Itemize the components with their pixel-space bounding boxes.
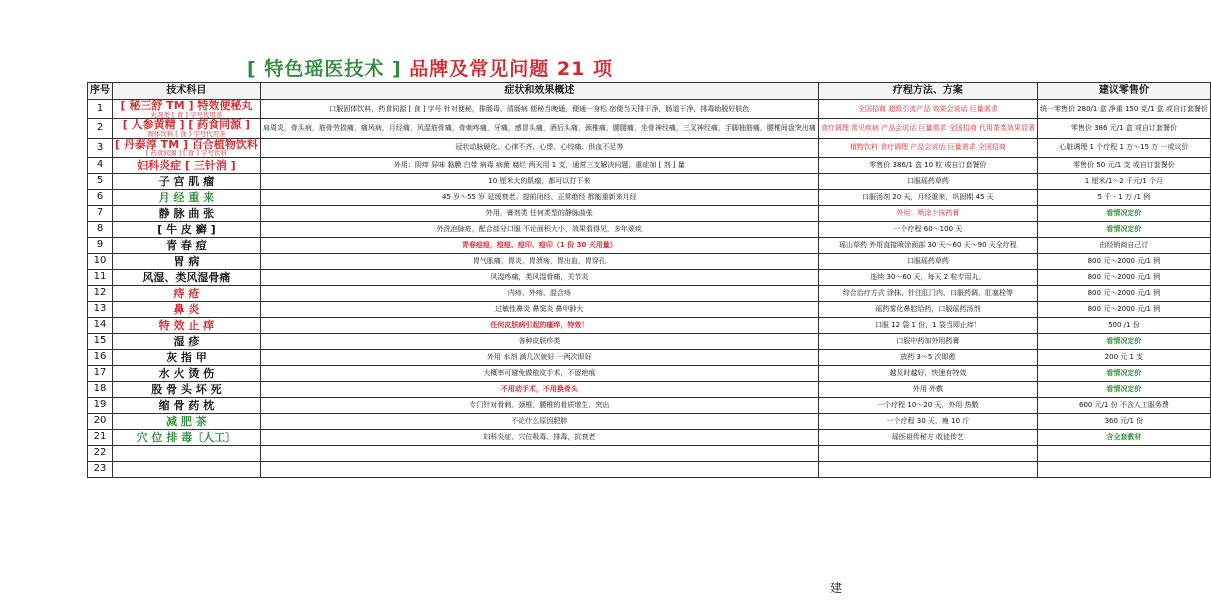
row-item — [113, 430, 261, 446]
row-number-text: 20 — [93, 415, 107, 427]
row-description-text: 不用动手术，不用换骨头 — [500, 384, 578, 393]
row-item — [113, 206, 261, 222]
row-number-text: 8 — [96, 223, 104, 235]
row-number — [88, 238, 113, 254]
row-item-text: 青 春 痘 — [166, 238, 207, 252]
row-description — [260, 334, 818, 350]
row-plan — [818, 286, 1037, 302]
row-plan-text: 口服瑶药草药 — [906, 176, 949, 185]
row-plan — [818, 174, 1037, 190]
header-price: 建议零售价 — [1037, 83, 1210, 100]
row-plan-text: 口服瑶药草药 — [906, 256, 949, 265]
row-plan-text: 口服汤剂 20 天，月经重来，巩固期 45 天 — [862, 192, 994, 201]
row-number — [88, 158, 113, 174]
row-number — [88, 138, 113, 157]
row-plan-text: 外用 外敷 — [912, 384, 943, 393]
row-description-text: 口服固体饮料，药食同源 [ 食 ] 字号 针对便秘，排肠毒，清肠病 便秘当晚通，便通一身松 宿便当天排干净，肠道干净，排毒助脱好肤色 — [329, 104, 750, 113]
row-number — [88, 366, 113, 382]
row-price-text: 200 元 1 支 — [1104, 352, 1144, 361]
row-number — [88, 446, 113, 462]
row-item — [113, 414, 261, 430]
row-price-text: 统一零售价 280/1 盒 净重 150 克/1 盒 或自订套餐价 — [1039, 104, 1208, 113]
row-price — [1037, 286, 1210, 302]
row-price — [1037, 174, 1210, 190]
row-item-text: 风湿、类风湿骨痛 — [142, 270, 231, 284]
row-price-text: 零售价 386 元/1 盒 或自订套餐价 — [1070, 123, 1177, 132]
row-item — [113, 100, 261, 119]
row-number-text: 15 — [93, 335, 107, 347]
row-plan-text: 瑶山草药 外用直接喷涂面部 30 天～60 天～90 天全疗程 — [838, 240, 1017, 249]
row-plan — [818, 318, 1037, 334]
row-plan — [818, 138, 1037, 157]
row-number — [88, 222, 113, 238]
row-number-text: 4 — [96, 159, 104, 171]
row-item-text: 湿 疹 — [173, 334, 200, 348]
row-description-text: 不论什么原因肥胖 — [511, 416, 568, 425]
row-plan — [818, 190, 1037, 206]
row-number — [88, 254, 113, 270]
corner-text: 建 — [829, 581, 842, 595]
row-description — [260, 446, 818, 462]
row-plan-text: 植物饮料 食疗调理 产品会说话 巨量需求 全国招商 — [849, 143, 1006, 152]
row-plan-text: 一个疗程 30 天，瘦 10 斤 — [886, 416, 970, 425]
table-row — [88, 254, 1211, 270]
row-description — [260, 398, 818, 414]
row-price-text: 心脏调理 1 个疗程 1 万～15 万 一或议价 — [1059, 143, 1189, 152]
row-plan — [818, 414, 1037, 430]
row-item-text: 胃 病 — [173, 254, 200, 268]
row-price — [1037, 398, 1210, 414]
row-number-text: 10 — [93, 255, 107, 267]
row-description — [260, 100, 818, 119]
row-description — [260, 119, 818, 138]
row-item-text: [ 秘三舒 TM ] 特效便秘丸 — [120, 99, 253, 112]
row-description — [260, 190, 818, 206]
row-item-text: 灰 指 甲 — [166, 350, 207, 364]
row-price-text: 600 元/1 份 不含人工服务费 — [1078, 400, 1169, 409]
row-item-text: 静 脉 曲 张 — [158, 206, 215, 220]
row-description-text: 外用，膏剂类 任何类型的静脉曲张 — [485, 208, 593, 217]
row-price — [1037, 366, 1210, 382]
table-row — [88, 100, 1211, 119]
row-description-text: 大概率可避免做植皮手术，不留疤痕 — [483, 368, 596, 377]
row-plan — [818, 350, 1037, 366]
row-item — [113, 158, 261, 174]
row-price — [1037, 382, 1210, 398]
table-row — [88, 446, 1211, 462]
row-item-text: 月 经 重 来 — [158, 190, 215, 204]
row-price-text: 零售价 50 元/1 支 或自订套餐价 — [1073, 160, 1175, 169]
row-item-text: 穴 位 排 毒〔人工〕 — [136, 430, 237, 444]
row-description-text: 45 岁～55 岁 延缓衰老、提前闭经、正常绝经 都能重新来月经 — [441, 192, 637, 201]
row-description — [260, 382, 818, 398]
row-plan-text: 一个疗程 60～100 天 — [893, 224, 963, 233]
row-price — [1037, 270, 1210, 286]
row-price-text: 1 厘米/1～2 千元/1 个月 — [1084, 176, 1164, 185]
title-rest: 品牌及常见问题 21 项 — [409, 58, 613, 80]
row-description — [260, 222, 818, 238]
row-description-text: 外用 水剂 滴几次就好 一两次即好 — [486, 352, 592, 361]
row-plan — [818, 382, 1037, 398]
row-number — [88, 462, 113, 478]
row-number — [88, 398, 113, 414]
row-item-text: 股 骨 头 坏 死 — [151, 382, 222, 396]
row-plan — [818, 158, 1037, 174]
row-plan-text: 越及时越好，快速有特效 — [889, 368, 967, 377]
row-item — [113, 462, 261, 478]
row-description-text: 各种皮肤疹类 — [518, 336, 561, 345]
row-plan — [818, 206, 1037, 222]
row-plan — [818, 430, 1037, 446]
row-number-text: 16 — [93, 351, 107, 363]
row-price-text: 800 元～2000 元/1 例 — [1087, 304, 1161, 313]
row-item-text: 减 肥 茶 — [166, 414, 207, 428]
row-number-text: 3 — [96, 141, 104, 153]
row-price-text: 800 元～2000 元/1 例 — [1087, 256, 1161, 265]
row-number — [88, 270, 113, 286]
row-item — [113, 318, 261, 334]
row-price — [1037, 190, 1210, 206]
row-item — [113, 334, 261, 350]
row-number — [88, 174, 113, 190]
row-item-subtitle: 丸剂类 [ 食 ] 字号代用茶 — [150, 110, 223, 119]
row-number-text: 14 — [93, 319, 107, 331]
row-plan-text: 零售价 386/1 盒 10 粒 或自订套餐价 — [869, 160, 987, 169]
row-item-text: 特 效 止 痒 — [158, 318, 215, 332]
row-description — [260, 286, 818, 302]
table-row — [88, 206, 1211, 222]
row-number — [88, 414, 113, 430]
header-description: 症状和效果概述 — [260, 83, 818, 100]
row-description-text: 专门针对骨刺、颈椎、腰椎的骨质增生、突出 — [469, 400, 610, 409]
row-price — [1037, 318, 1210, 334]
row-price-text: 5 千 - 1 万 /1 例 — [1097, 192, 1151, 201]
table-row — [88, 222, 1211, 238]
row-description-text: 妇科炎症、穴位吸毒、排毒，抗衰老 — [483, 432, 596, 441]
row-description — [260, 318, 818, 334]
row-number-text: 11 — [93, 271, 107, 283]
table-row — [88, 270, 1211, 286]
row-number — [88, 190, 113, 206]
row-item — [113, 286, 261, 302]
row-price-text: 看情况定价 — [1106, 208, 1142, 217]
row-description — [260, 206, 818, 222]
row-number-text: 2 — [96, 122, 104, 134]
row-item — [113, 238, 261, 254]
row-price — [1037, 430, 1210, 446]
row-item-text: [ 牛 皮 癣 ] — [157, 222, 216, 236]
row-description-text: 内痔、外痔、混合痔 — [507, 288, 571, 297]
row-description — [260, 302, 818, 318]
row-plan — [818, 398, 1037, 414]
row-description — [260, 270, 818, 286]
row-item-text: 妇科炎症 [ 三针消 ] — [137, 158, 236, 172]
row-item-text: [ 丹泰淳 TM ] 百合植物饮料 — [115, 137, 258, 151]
row-plan-text: 放药 3～5 次即愈 — [900, 352, 956, 361]
row-description — [260, 138, 818, 157]
table-row — [88, 366, 1211, 382]
table-row — [88, 414, 1211, 430]
header-item: 技术科目 — [113, 83, 261, 100]
row-item — [113, 254, 261, 270]
row-price — [1037, 350, 1210, 366]
row-description — [260, 158, 818, 174]
row-number — [88, 100, 113, 119]
row-plan — [818, 366, 1037, 382]
row-description-text: 肩周炎，骨头病，筋骨劳损痛，痛风病，月经痛，风湿筋骨痛，骨刺疼痛，牙痛，感冒头痛，酒后头痛，颈椎痛，腰腿痛，坐骨神经痛，三叉神经痛，手脚抽筋痛，腰椎间盘突出痛 — [262, 123, 816, 132]
table-row — [88, 286, 1211, 302]
row-plan-text: 一个疗程 10～20 天，外用 热敷 — [877, 400, 979, 409]
row-plan-text: 外用：喷涂十抹药膏 — [896, 208, 960, 217]
row-description — [260, 238, 818, 254]
row-price — [1037, 414, 1210, 430]
row-number — [88, 206, 113, 222]
row-number-text: 22 — [93, 447, 107, 459]
row-number — [88, 430, 113, 446]
table-row — [88, 382, 1211, 398]
row-plan-text: 食疗调理 常见疾病 产品会说话 巨量需求 全国招商 代用茶类效果显著 — [820, 123, 1035, 132]
row-description-text: 外用：阴痒 异味 黏膜 白带 病毒 病菌 腐烂 两天用 1 支，通常三支解决问题，重症加 [ 剂 ] 量 — [393, 160, 685, 169]
row-item-text: 子 宫 肌 瘤 — [158, 174, 215, 188]
row-description-text: 青春痘痘，痘痘、痘印、痘印（1 份 30 天用量） — [461, 240, 617, 249]
row-description — [260, 350, 818, 366]
row-item — [113, 119, 261, 138]
row-description — [260, 414, 818, 430]
row-description — [260, 254, 818, 270]
row-price — [1037, 158, 1210, 174]
document-title — [0, 54, 860, 81]
table-row — [88, 174, 1211, 190]
row-price-text: 看情况定价 — [1106, 224, 1142, 233]
row-number-text: 21 — [93, 431, 107, 443]
row-price — [1037, 100, 1210, 119]
row-item — [113, 302, 261, 318]
row-plan — [818, 462, 1037, 478]
row-plan — [818, 119, 1037, 138]
table-row — [88, 398, 1211, 414]
row-description-text: 风湿疼痛，类风湿骨痛，关节炎 — [490, 272, 589, 281]
row-item — [113, 270, 261, 286]
row-number — [88, 119, 113, 138]
row-plan-text: 连续 30～60 天，每天 2 粒专用丸。 — [870, 272, 986, 281]
row-price — [1037, 462, 1210, 478]
table-row — [88, 238, 1211, 254]
row-plan — [818, 270, 1037, 286]
row-number-text: 12 — [93, 287, 107, 299]
row-item-text: 缩 骨 药 枕 — [158, 398, 215, 412]
row-number-text: 5 — [96, 175, 104, 187]
row-plan — [818, 100, 1037, 119]
row-item-text: 鼻 炎 — [173, 302, 200, 316]
row-price — [1037, 222, 1210, 238]
row-item-text: 痔 疮 — [173, 286, 200, 300]
table-row — [88, 430, 1211, 446]
header-plan: 疗程方法、方案 — [818, 83, 1037, 100]
row-plan-text: 口服 12 袋 1 份，1 袋当即止痒！ — [874, 320, 981, 329]
row-item — [113, 222, 261, 238]
row-description-text: 胃气胀痛，胃炎，胃溃疡，胃出血，胃穿孔 — [472, 256, 606, 265]
row-number-text: 9 — [96, 239, 104, 251]
price-table — [87, 82, 1211, 478]
row-item — [113, 366, 261, 382]
row-description-text: 任何皮肤病引起的瘙痒，特效！ — [490, 320, 589, 329]
row-number — [88, 302, 113, 318]
row-item-subtitle: 固体饮料 [ 食 ] 字号代用茶 — [147, 129, 226, 138]
row-number-text: 1 — [96, 102, 104, 114]
row-description — [260, 174, 818, 190]
table-row — [88, 158, 1211, 174]
row-item — [113, 398, 261, 414]
row-price-text: 看情况定价 — [1106, 368, 1142, 377]
row-item — [113, 138, 261, 157]
row-plan — [818, 254, 1037, 270]
row-number-text: 17 — [93, 367, 107, 379]
table-row — [88, 119, 1211, 138]
row-description — [260, 366, 818, 382]
row-price — [1037, 302, 1210, 318]
row-item — [113, 382, 261, 398]
row-number — [88, 318, 113, 334]
row-description — [260, 462, 818, 478]
row-description-text: 外洗泡脉疮，配合部分口服 不论面积大小，效果看得见，多年顽疾 — [436, 224, 642, 233]
row-number-text: 7 — [96, 207, 104, 219]
row-item — [113, 174, 261, 190]
row-number — [88, 350, 113, 366]
row-number-text: 6 — [96, 191, 104, 203]
row-price-text: 由经销商自己订 — [1099, 240, 1149, 249]
row-number — [88, 382, 113, 398]
row-price-text: 800 元～2000 元/1 例 — [1087, 272, 1161, 281]
row-item-text: [ 人参黄精 ] [ 药食同源 ] — [122, 118, 251, 132]
row-plan — [818, 238, 1037, 254]
row-item-text: 水 火 烫 伤 — [158, 366, 215, 380]
row-price-text: 看情况定价 — [1106, 336, 1142, 345]
table-row — [88, 462, 1211, 478]
row-price-text: 含全套教材 — [1106, 432, 1142, 441]
table-row — [88, 334, 1211, 350]
row-description-text: 冠状动脉硬化、心律不齐、心悸、心绞痛、供血不足等 — [455, 143, 624, 152]
row-plan — [818, 222, 1037, 238]
row-number-text: 18 — [93, 383, 107, 395]
table-row — [88, 190, 1211, 206]
table-row — [88, 138, 1211, 157]
row-price — [1037, 446, 1210, 462]
title-bracket-part: [ 特色瑶医技术 ] — [247, 58, 402, 80]
row-item — [113, 190, 261, 206]
row-price-text: 800 元～2000 元/1 例 — [1087, 288, 1161, 297]
row-plan — [818, 334, 1037, 350]
row-plan — [818, 302, 1037, 318]
row-description — [260, 430, 818, 446]
row-price-text: 500 /1 份 — [1108, 320, 1140, 329]
row-number-text: 19 — [93, 399, 107, 411]
row-plan-text: 瑶药雾化鼻腔给药，口服瑶药汤剂 — [875, 304, 981, 313]
table-row — [88, 302, 1211, 318]
row-plan — [818, 446, 1037, 462]
row-number-text: 13 — [93, 303, 107, 315]
row-plan-text: 综合治疗方式 涂抹、针注肛门内、口服药调、肛塞栓等 — [842, 288, 1013, 297]
row-description-text: 10 厘米大的肌瘤，都可以打下来 — [488, 176, 591, 185]
row-number-text: 23 — [93, 463, 107, 475]
row-price — [1037, 119, 1210, 138]
row-price — [1037, 138, 1210, 157]
row-price — [1037, 334, 1210, 350]
table-row — [88, 350, 1211, 366]
row-price — [1037, 206, 1210, 222]
row-plan-text: 口服中药加外用药膏 — [896, 336, 960, 345]
header-number: 序号 — [88, 83, 113, 100]
row-number — [88, 334, 113, 350]
row-plan-text: 瑶医祖传秘方 收徒传艺 — [891, 432, 964, 441]
table-header-row — [88, 83, 1211, 100]
row-price-text: 360 元/1 份 — [1104, 416, 1144, 425]
row-description-text: 过敏性鼻炎 鼻窦炎 鼻甲肿大 — [495, 304, 584, 313]
row-item-subtitle: [ 药食同源 ] [ 食 ] 字号饮料 — [145, 149, 227, 158]
row-price — [1037, 254, 1210, 270]
row-item — [113, 446, 261, 462]
row-price — [1037, 238, 1210, 254]
row-number — [88, 286, 113, 302]
row-price-text: 看情况定价 — [1106, 384, 1142, 393]
table-row — [88, 318, 1211, 334]
row-plan-text: 全国招商 超级引流产品 效果会说话 巨量需求 — [858, 104, 998, 113]
row-item — [113, 350, 261, 366]
